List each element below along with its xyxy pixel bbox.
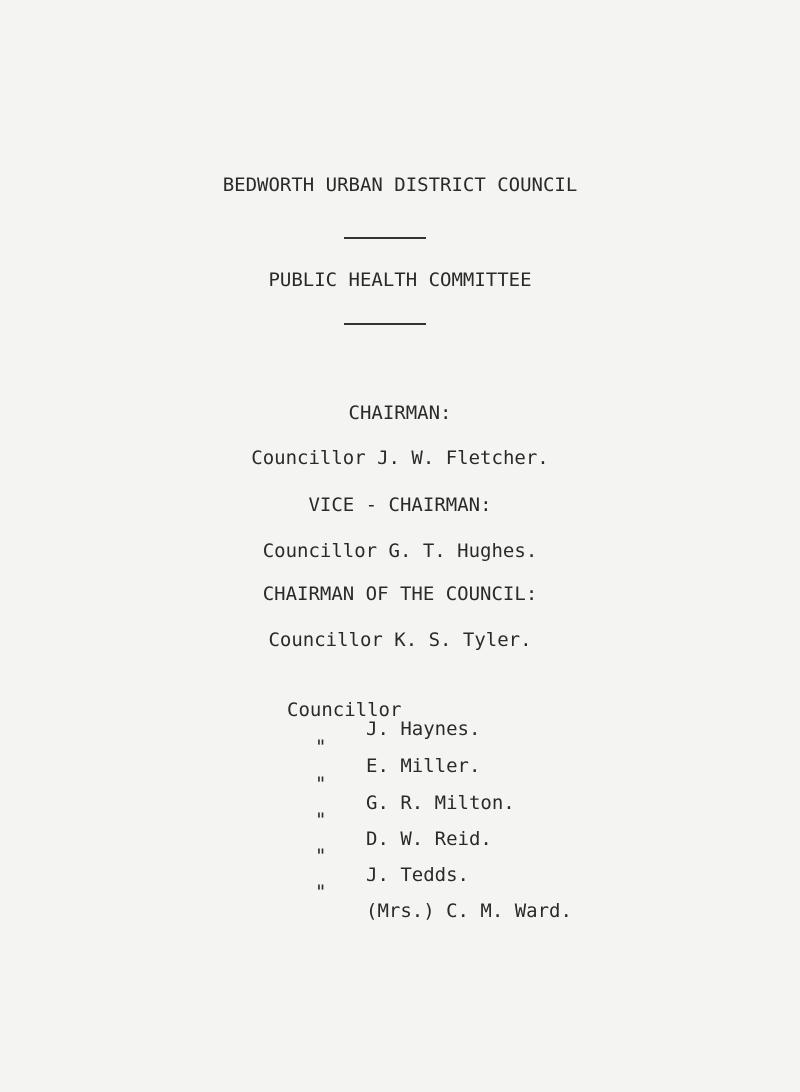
ditto-mark: " [315,881,327,903]
member-title: Councillor [287,699,402,721]
divider-bottom [344,323,426,325]
member-name: (Mrs.) C. M. Ward. [366,900,572,922]
committee-name: PUBLIC HEALTH COMMITTEE [268,269,532,291]
ditto-mark: " [315,845,327,867]
vice-chairman-label: VICE - CHAIRMAN: [308,494,492,516]
chairman-label: CHAIRMAN: [348,402,452,424]
chairman-name: Councillor J. W. Fletcher. [251,447,549,469]
member-name: D. W. Reid. [366,828,492,850]
ditto-mark: " [315,809,327,831]
member-name: G. R. Milton. [366,792,515,814]
list-item [0,864,800,922]
member-name: J. Haynes. [366,718,481,740]
member-name: J. Tedds. [366,864,469,886]
council-chairman-label: CHAIRMAN OF THE COUNCIL: [262,583,538,605]
list-item [0,792,800,850]
list-item [0,756,800,814]
ditto-mark: " [315,773,327,795]
member-name: E. Miller. [366,755,481,777]
vice-chairman-name: Councillor G. T. Hughes. [262,540,538,562]
divider-top [344,237,426,239]
list-item [0,828,800,886]
council-name: BEDWORTH URBAN DISTRICT COUNCIL [222,174,578,196]
list-item [0,682,800,740]
ditto-mark: " [315,736,327,758]
council-chairman-name: Councillor K. S. Tyler. [268,629,532,651]
list-item [0,719,800,777]
